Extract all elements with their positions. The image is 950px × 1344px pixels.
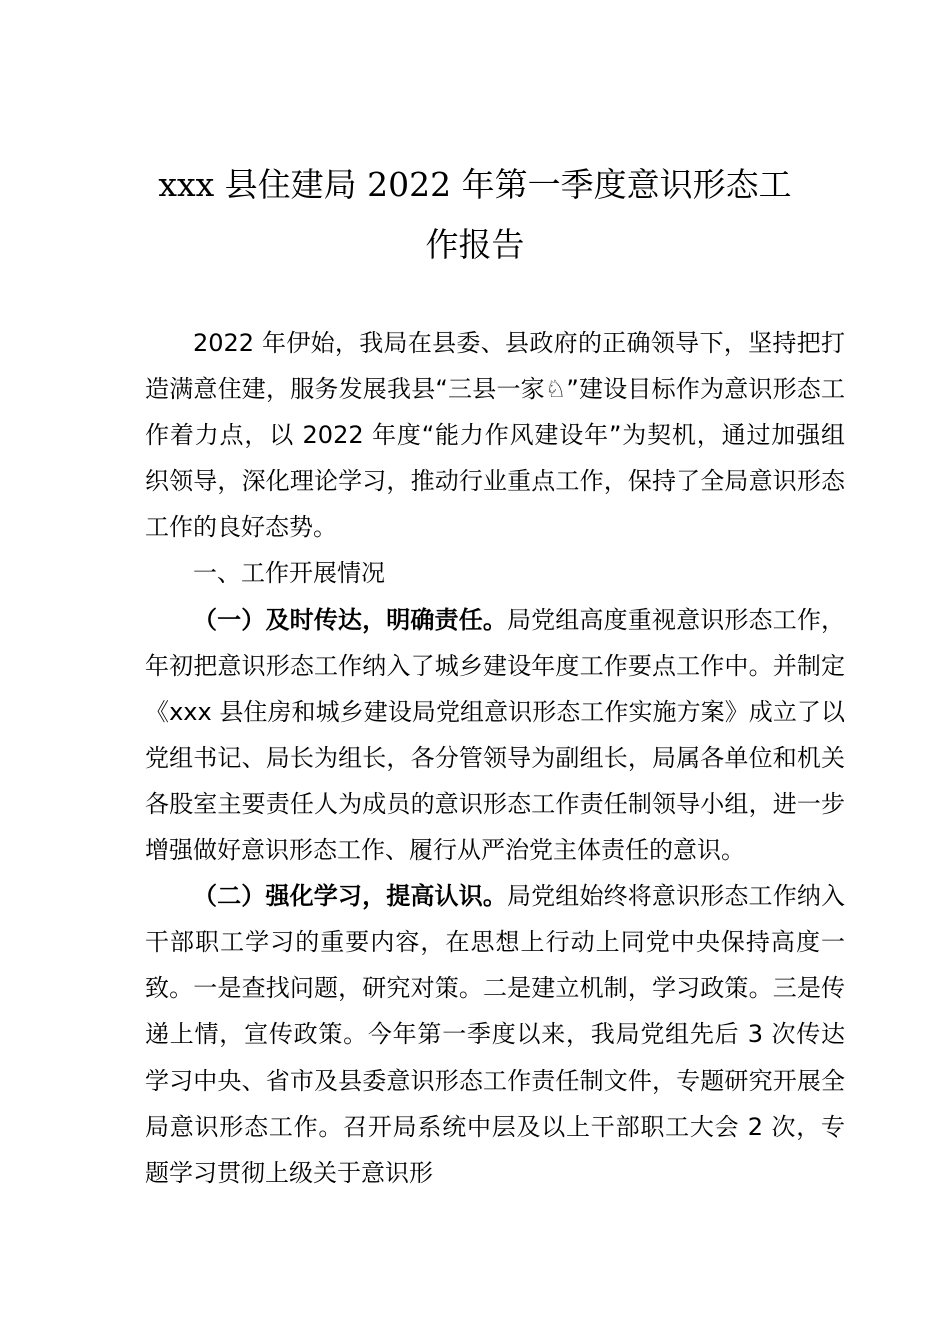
document-title-line-2: 作报告 (425, 225, 525, 264)
document-body (145, 320, 845, 1196)
section-heading: 一、工作开展情况 (193, 559, 385, 588)
document-title-line-1: xxx 县住建局 2022 年第一季度意识形态工 (158, 165, 792, 204)
item-2-paragraph (145, 873, 845, 1196)
item-2-text: 局党组始终将意识形态工作纳入干部职工学习的重要内容，在思想上行动上同党中央保持高度一致。一是查找问题，研究对策。二是建立机制，学习政策。三是传递上情，宣传政策。今年第一季度以来，我局党组先后 3 次传达学习中央、省市及县委意识形态工作责任制文件，专题研究开展全局意识形态工作。召开局系统中层及以上干部职工大会 2 次，专题学习贯彻上级关于意识形 (145, 882, 845, 1187)
item-1-paragraph (145, 597, 845, 874)
item-1-label: （一）及时传达，明确责任。 (193, 605, 507, 634)
item-2-label: （二）强化学习，提高认识。 (193, 882, 507, 911)
item-1-text: 局党组高度重视意识形态工作，年初把意识形态工作纳入了城乡建设年度工作要点工作中。并制定《xxx 县住房和城乡建设局党组意识形态工作实施方案》成立了以党组书记、局长为组长，各分管领导为副组长，局属各单位和机关各股室主要责任人为成员的意识形态工作责任制领导小组，进一步增强做好意识形态工作、履行从严治党主体责任的意识。 (145, 605, 845, 865)
intro-paragraph: 2022 年伊始，我局在县委、县政府的正确领导下，坚持把打造满意住建，服务发展我县“三县一家♘”建设目标作为意识形态工作着力点，以 2022 年度“能力作风建设年”为契机，通过加强组织领导，深化理论学习，推动行业重点工作，保持了全局意识形态工作的良好态势。 (145, 329, 845, 542)
